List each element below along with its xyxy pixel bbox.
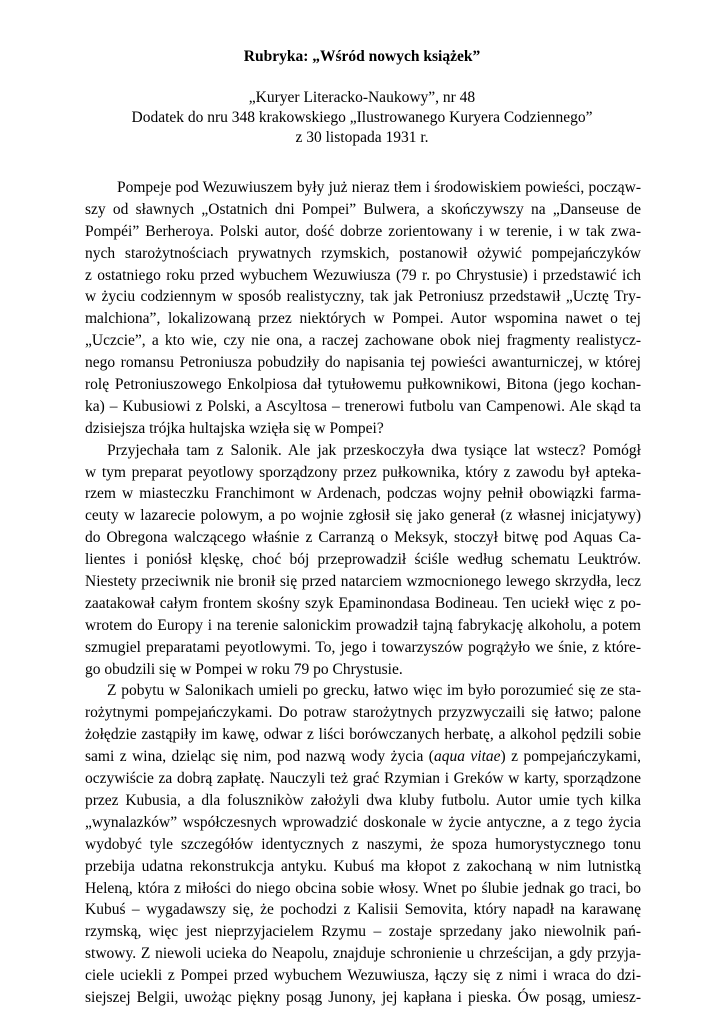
text-line: malchiona”, lokalizowaną przez niektórych w Pompei. Autor wspomina nawet o tej bbox=[85, 310, 641, 328]
article-body bbox=[85, 177, 641, 1009]
text-line: w życiu codziennym w sposób realistyczny, tak jak Petroniusz przedstawił „Ucztę Try- bbox=[85, 288, 641, 306]
text-line: szmugiel preparatami peyotlowymi. To, jego i towarzyszów pogrążyło we śnie, z które- bbox=[85, 638, 641, 656]
source-info bbox=[0, 88, 724, 148]
text-line: żołędzie zastąpiły im kawę, odwar z liści borówczanych herbatę, a alkohol pędzili sobie bbox=[85, 726, 641, 744]
text-line: siejszej Belgii, uwożąc piękny posąg Junony, jej kapłana i pieska. Ów posąg, umiesz- bbox=[85, 988, 641, 1006]
text-line: Przyjechała tam z Salonik. Ale jak przeskoczyła dwa tysiące lat wstecz? Pomógł bbox=[107, 441, 641, 459]
text-line: stwowy. Z niewoli ucieka do Neapolu, znajduje schronienie u chrześcijan, a gdy przyja- bbox=[85, 945, 641, 963]
text-line: ciele uciekli z Pompei przed wybuchem Wezuwiusza, łączy się z nimi i wraca do dzi- bbox=[85, 967, 641, 985]
text-line: go obudzili się w Pompei w roku 79 po Chrystusie. bbox=[85, 660, 403, 678]
text-line: wydobyć tyle szczegółów identycznych z naszymi, że spoza humorystycznego tonu bbox=[85, 835, 641, 853]
text-line: Z pobytu w Salonikach umieli po grecku, łatwo więc im było porozumieć się ze sta- bbox=[107, 682, 641, 700]
text-line: rzem w miasteczku Franchimont w Ardenach, podczas wojny pełnił obowiązki farma- bbox=[85, 485, 641, 503]
text-line: dzisiejsza trójka hultajska wzięła się w Pompei? bbox=[85, 419, 384, 437]
latin-phrase: aqua vitae bbox=[433, 748, 501, 766]
source-line-date: z 30 listopada 1931 r. bbox=[295, 129, 429, 146]
text-line: z ostatniego roku przed wybuchem Wezuwiusza (79 r. po Chrystusie) i przedstawić ich bbox=[85, 266, 641, 284]
text-line: oczywiście za dobrą zapłatę. Nauczyli też grać Rzymian i Greków w karty, sporządzone bbox=[85, 770, 641, 788]
text-line: Pompéi” Berheroya. Polski autor, dość dobrze zorientowany i w terenie, i w tak zwa- bbox=[85, 222, 641, 240]
text-line: „Uczcie”, a kto wie, czy nie ona, a raczej zachowane obok niej fragmenty realistycz- bbox=[85, 332, 641, 350]
text-line: Heleną, która z miłości do niego obcina sobie włosy. Wnet po ślubie jednak go traci, bo bbox=[85, 879, 641, 897]
text-line: rzymską, więc jest nieprzyjacielem Rzymu – zostaje sprzedany jako niewolnik pań- bbox=[85, 923, 641, 941]
rubric-heading: Rubryka: „Wśród nowych książek” bbox=[243, 48, 481, 65]
source-line-supplement: Dodatek do nru 348 krakowskiego „Ilustrowanego Kuryera Codziennego” bbox=[131, 109, 593, 126]
text-line: rożytnymi pompejańczykami. Do potraw starożytnych przyzwyczaili się łatwo; palone bbox=[85, 704, 641, 722]
text-line: przez Kubusia, a dla folusznikòw założyli dwa kluby futbolu. Autor umie tych kilka bbox=[85, 791, 641, 809]
text-line: ka) – Kubusiowi z Polski, a Ascyltosa – trenerowi futbolu van Campenowi. Ale skąd ta bbox=[85, 397, 641, 415]
text-line: do Obregona walczącego właśnie z Carranzą o Meksyk, stoczył bitwę pod Aquas Ca- bbox=[85, 529, 641, 547]
text-line: nego romansu Petroniusza pobudziły do napisania tej powieści awanturniczej, w której bbox=[85, 354, 641, 372]
text-line: w tym preparat peyotlowy sporządzony przez pułkownika, który z zawodu był apteka- bbox=[85, 463, 641, 481]
text-line: przebija udatna rekonstrukcja antyku. Kubuś ma kłopot z zakochaną w nim lutnistką bbox=[85, 857, 641, 875]
text-line: szy od sławnych „Ostatnich dni Pompei” Bulwera, a skończywszy na „Danseuse de bbox=[85, 200, 641, 218]
text-line: ceuty w lazarecie polowym, a po wojnie zgłosił się jako generał (z własnej inicjatywy) bbox=[85, 507, 641, 525]
text-line: Kubuś – wygadawszy się, że pochodzi z Kalisii Semovita, który napadł na karawanę bbox=[85, 901, 641, 919]
text-line: „wynalazków” współczesnych wprowadzić doskonale w życie antyczne, a z tego życia bbox=[85, 813, 641, 831]
text-line: zaatakował całym frontem skośny szyk Epaminondasa Bodineau. Ten uciekł więc z po- bbox=[85, 594, 641, 612]
text-line: rolę Petroniuszowego Enkolpiosa dał tytułowemu pułkownikowi, Bitona (jego kochan- bbox=[85, 376, 641, 394]
text-line: wrotem do Europy i na terenie salonickim prowadził tajną fabrykację alkoholu, a potem bbox=[85, 616, 641, 634]
text-line: sami z wina, dzieląc się nim, pod nazwą wody życia (aqua vitae) z pompejańczykami, bbox=[85, 748, 642, 766]
text-line: Pompeje pod Wezuwiuszem były już nieraz tłem i środowiskiem powieści, począw- bbox=[117, 179, 641, 196]
text-line: Niestety przeciwnik nie bronił się przed natarciem wzmocnionego lewego skrzydła, lecz bbox=[85, 573, 641, 591]
text-line: nych starożytnościach prywatnych rzymskich, postanowił ożywić pompejańczyków bbox=[85, 244, 641, 262]
text-line: lientes i poniósł klęskę, choć bój przeprowadził ściśle według schematu Leuktrów. bbox=[85, 551, 641, 569]
source-line-periodical: „Kuryer Literacko-Naukowy”, nr 48 bbox=[248, 89, 476, 106]
